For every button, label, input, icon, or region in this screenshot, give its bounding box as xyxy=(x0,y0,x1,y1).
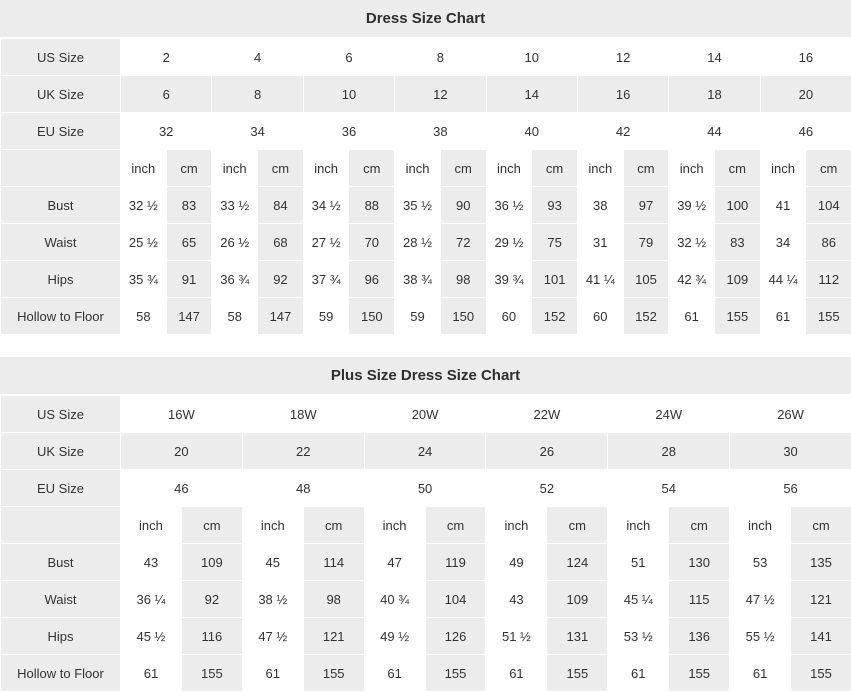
table-cell: 75 xyxy=(532,224,578,261)
table-cell: 116 xyxy=(181,618,242,655)
unit-cell: cm xyxy=(166,150,212,187)
table-cell: 91 xyxy=(166,261,212,298)
table-cell: 24W xyxy=(608,396,730,433)
size-chart-block xyxy=(0,0,851,335)
chart-title: Plus Size Dress Size Chart xyxy=(0,357,851,395)
table-cell: 58 xyxy=(121,298,167,335)
row-label xyxy=(1,507,121,544)
table-cell: 98 xyxy=(303,581,364,618)
table-cell: 86 xyxy=(806,224,851,261)
row-label: Hollow to Floor xyxy=(1,298,121,335)
table-cell: 32 ½ xyxy=(669,224,715,261)
unit-cell: cm xyxy=(532,150,578,187)
table-cell: 45 ½ xyxy=(121,618,182,655)
table-cell: 34 ½ xyxy=(303,187,349,224)
table-cell: 38 ¾ xyxy=(395,261,441,298)
table-cell: 155 xyxy=(547,655,608,692)
table-cell: 61 xyxy=(730,655,791,692)
table-cell: 58 xyxy=(212,298,258,335)
unit-cell: inch xyxy=(364,507,425,544)
table-cell: 52 xyxy=(486,470,608,507)
table-cell: 68 xyxy=(258,224,304,261)
unit-cell: inch xyxy=(577,150,623,187)
table-cell: 155 xyxy=(806,298,851,335)
table-cell: 136 xyxy=(669,618,730,655)
table-cell: 37 ¾ xyxy=(303,261,349,298)
unit-cell: inch xyxy=(730,507,791,544)
unit-cell: inch xyxy=(486,150,532,187)
table-cell: 152 xyxy=(623,298,669,335)
table-cell: 4 xyxy=(212,39,303,76)
table-cell: 38 xyxy=(395,113,486,150)
unit-cell: inch xyxy=(303,150,349,187)
table-cell: 83 xyxy=(715,224,761,261)
table-cell: 97 xyxy=(623,187,669,224)
table-cell: 40 xyxy=(486,113,577,150)
row-label: Hips xyxy=(1,261,121,298)
table-cell: 29 ½ xyxy=(486,224,532,261)
table-cell: 46 xyxy=(121,470,243,507)
table-cell: 72 xyxy=(440,224,486,261)
row-label: US Size xyxy=(1,396,121,433)
table-cell: 16W xyxy=(121,396,243,433)
unit-cell: cm xyxy=(669,507,730,544)
row-label: Hips xyxy=(1,618,121,655)
row-label: US Size xyxy=(1,39,121,76)
table-row xyxy=(1,544,851,581)
table-cell: 53 ½ xyxy=(608,618,669,655)
table-cell: 12 xyxy=(395,76,486,113)
table-cell: 14 xyxy=(486,76,577,113)
table-cell: 59 xyxy=(303,298,349,335)
table-cell: 28 ½ xyxy=(395,224,441,261)
table-cell: 46 xyxy=(760,113,851,150)
table-cell: 6 xyxy=(303,39,394,76)
table-cell: 47 ½ xyxy=(730,581,791,618)
unit-cell: cm xyxy=(440,150,486,187)
table-cell: 96 xyxy=(349,261,395,298)
table-cell: 121 xyxy=(791,581,851,618)
table-cell: 2 xyxy=(121,39,212,76)
table-cell: 109 xyxy=(715,261,761,298)
table-row xyxy=(1,655,851,692)
row-label: Bust xyxy=(1,544,121,581)
table-cell: 49 ½ xyxy=(364,618,425,655)
table-cell: 130 xyxy=(669,544,730,581)
table-cell: 51 ½ xyxy=(486,618,547,655)
unit-cell: inch xyxy=(395,150,441,187)
table-cell: 44 xyxy=(669,113,760,150)
unit-cell: cm xyxy=(791,507,851,544)
table-cell: 43 xyxy=(486,581,547,618)
table-cell: 147 xyxy=(166,298,212,335)
table-cell: 35 ¾ xyxy=(121,261,167,298)
table-cell: 16 xyxy=(760,39,851,76)
table-cell: 47 ½ xyxy=(242,618,303,655)
table-cell: 155 xyxy=(715,298,761,335)
table-cell: 155 xyxy=(791,655,851,692)
table-cell: 24 xyxy=(364,433,486,470)
table-cell: 38 xyxy=(577,187,623,224)
table-cell: 36 ¼ xyxy=(121,581,182,618)
table-cell: 147 xyxy=(258,298,304,335)
table-cell: 61 xyxy=(364,655,425,692)
unit-cell: inch xyxy=(121,150,167,187)
table-cell: 150 xyxy=(440,298,486,335)
table-cell: 27 ½ xyxy=(303,224,349,261)
table-cell: 59 xyxy=(395,298,441,335)
unit-cell: inch xyxy=(669,150,715,187)
table-row xyxy=(1,396,851,433)
table-cell: 16 xyxy=(577,76,668,113)
row-label: Hollow to Floor xyxy=(1,655,121,692)
unit-cell: inch xyxy=(486,507,547,544)
table-cell: 135 xyxy=(791,544,851,581)
unit-cell: inch xyxy=(121,507,182,544)
unit-cell: cm xyxy=(806,150,851,187)
table-cell: 36 ½ xyxy=(486,187,532,224)
size-table xyxy=(0,38,851,335)
table-row xyxy=(1,581,851,618)
table-cell: 141 xyxy=(791,618,851,655)
table-cell: 18W xyxy=(242,396,364,433)
table-cell: 34 xyxy=(760,224,806,261)
row-label: EU Size xyxy=(1,113,121,150)
table-cell: 42 xyxy=(577,113,668,150)
unit-cell: cm xyxy=(349,150,395,187)
table-cell: 109 xyxy=(547,581,608,618)
size-chart-block xyxy=(0,357,851,692)
table-cell: 93 xyxy=(532,187,578,224)
table-cell: 56 xyxy=(730,470,851,507)
table-cell: 45 xyxy=(242,544,303,581)
unit-cell: cm xyxy=(258,150,304,187)
unit-cell: cm xyxy=(425,507,486,544)
table-cell: 50 xyxy=(364,470,486,507)
table-cell: 54 xyxy=(608,470,730,507)
table-row xyxy=(1,261,851,298)
table-cell: 131 xyxy=(547,618,608,655)
unit-cell: cm xyxy=(181,507,242,544)
table-cell: 61 xyxy=(608,655,669,692)
size-table xyxy=(0,395,851,692)
table-cell: 20 xyxy=(760,76,851,113)
table-cell: 65 xyxy=(166,224,212,261)
table-cell: 104 xyxy=(425,581,486,618)
table-cell: 26 ½ xyxy=(212,224,258,261)
table-cell: 92 xyxy=(181,581,242,618)
table-cell: 61 xyxy=(242,655,303,692)
table-cell: 14 xyxy=(669,39,760,76)
table-cell: 51 xyxy=(608,544,669,581)
unit-cell: inch xyxy=(608,507,669,544)
table-cell: 70 xyxy=(349,224,395,261)
table-cell: 114 xyxy=(303,544,364,581)
table-cell: 92 xyxy=(258,261,304,298)
table-cell: 40 ¾ xyxy=(364,581,425,618)
table-cell: 31 xyxy=(577,224,623,261)
table-cell: 36 ¾ xyxy=(212,261,258,298)
table-cell: 60 xyxy=(577,298,623,335)
table-cell: 61 xyxy=(760,298,806,335)
table-row xyxy=(1,470,851,507)
table-cell: 22W xyxy=(486,396,608,433)
table-cell: 39 ½ xyxy=(669,187,715,224)
table-cell: 34 xyxy=(212,113,303,150)
table-cell: 22 xyxy=(242,433,364,470)
row-label: Waist xyxy=(1,581,121,618)
table-cell: 121 xyxy=(303,618,364,655)
row-label: UK Size xyxy=(1,76,121,113)
table-cell: 155 xyxy=(181,655,242,692)
table-cell: 60 xyxy=(486,298,532,335)
table-cell: 43 xyxy=(121,544,182,581)
table-cell: 105 xyxy=(623,261,669,298)
table-row xyxy=(1,113,851,150)
chart-divider xyxy=(0,335,851,357)
table-cell: 112 xyxy=(806,261,851,298)
table-cell: 12 xyxy=(577,39,668,76)
table-cell: 155 xyxy=(669,655,730,692)
row-label: UK Size xyxy=(1,433,121,470)
row-label: Bust xyxy=(1,187,121,224)
table-cell: 90 xyxy=(440,187,486,224)
table-cell: 126 xyxy=(425,618,486,655)
table-cell: 25 ½ xyxy=(121,224,167,261)
table-cell: 36 xyxy=(303,113,394,150)
table-cell: 32 ½ xyxy=(121,187,167,224)
table-cell: 98 xyxy=(440,261,486,298)
row-label: Waist xyxy=(1,224,121,261)
table-cell: 84 xyxy=(258,187,304,224)
table-cell: 30 xyxy=(730,433,851,470)
unit-cell: cm xyxy=(303,507,364,544)
table-cell: 150 xyxy=(349,298,395,335)
table-cell: 88 xyxy=(349,187,395,224)
row-label xyxy=(1,150,121,187)
table-cell: 8 xyxy=(395,39,486,76)
table-cell: 32 xyxy=(121,113,212,150)
table-cell: 79 xyxy=(623,224,669,261)
unit-cell: cm xyxy=(715,150,761,187)
table-cell: 26W xyxy=(730,396,851,433)
table-cell: 115 xyxy=(669,581,730,618)
table-cell: 38 ½ xyxy=(242,581,303,618)
table-cell: 155 xyxy=(425,655,486,692)
table-row xyxy=(1,433,851,470)
table-cell: 42 ¾ xyxy=(669,261,715,298)
table-cell: 20 xyxy=(121,433,243,470)
table-cell: 45 ¼ xyxy=(608,581,669,618)
table-cell: 8 xyxy=(212,76,303,113)
table-cell: 39 ¾ xyxy=(486,261,532,298)
table-row xyxy=(1,224,851,261)
table-cell: 101 xyxy=(532,261,578,298)
table-row xyxy=(1,187,851,224)
unit-cell: inch xyxy=(212,150,258,187)
table-row xyxy=(1,39,851,76)
unit-cell: inch xyxy=(760,150,806,187)
table-cell: 48 xyxy=(242,470,364,507)
table-cell: 49 xyxy=(486,544,547,581)
row-label: EU Size xyxy=(1,470,121,507)
table-cell: 6 xyxy=(121,76,212,113)
unit-cell: cm xyxy=(547,507,608,544)
table-cell: 152 xyxy=(532,298,578,335)
table-cell: 10 xyxy=(486,39,577,76)
table-cell: 41 xyxy=(760,187,806,224)
table-cell: 119 xyxy=(425,544,486,581)
unit-row xyxy=(1,150,851,187)
table-cell: 18 xyxy=(669,76,760,113)
table-cell: 28 xyxy=(608,433,730,470)
table-cell: 155 xyxy=(303,655,364,692)
table-cell: 61 xyxy=(669,298,715,335)
unit-row xyxy=(1,507,851,544)
table-cell: 61 xyxy=(121,655,182,692)
table-cell: 100 xyxy=(715,187,761,224)
table-cell: 33 ½ xyxy=(212,187,258,224)
table-cell: 61 xyxy=(486,655,547,692)
table-cell: 10 xyxy=(303,76,394,113)
unit-cell: inch xyxy=(242,507,303,544)
table-cell: 44 ¼ xyxy=(760,261,806,298)
table-cell: 26 xyxy=(486,433,608,470)
table-cell: 83 xyxy=(166,187,212,224)
table-cell: 35 ½ xyxy=(395,187,441,224)
table-cell: 104 xyxy=(806,187,851,224)
table-row xyxy=(1,618,851,655)
table-cell: 20W xyxy=(364,396,486,433)
table-cell: 41 ¼ xyxy=(577,261,623,298)
table-cell: 53 xyxy=(730,544,791,581)
table-row xyxy=(1,76,851,113)
table-cell: 109 xyxy=(181,544,242,581)
table-cell: 47 xyxy=(364,544,425,581)
unit-cell: cm xyxy=(623,150,669,187)
table-cell: 124 xyxy=(547,544,608,581)
chart-title: Dress Size Chart xyxy=(0,0,851,38)
table-cell: 55 ½ xyxy=(730,618,791,655)
table-row xyxy=(1,298,851,335)
